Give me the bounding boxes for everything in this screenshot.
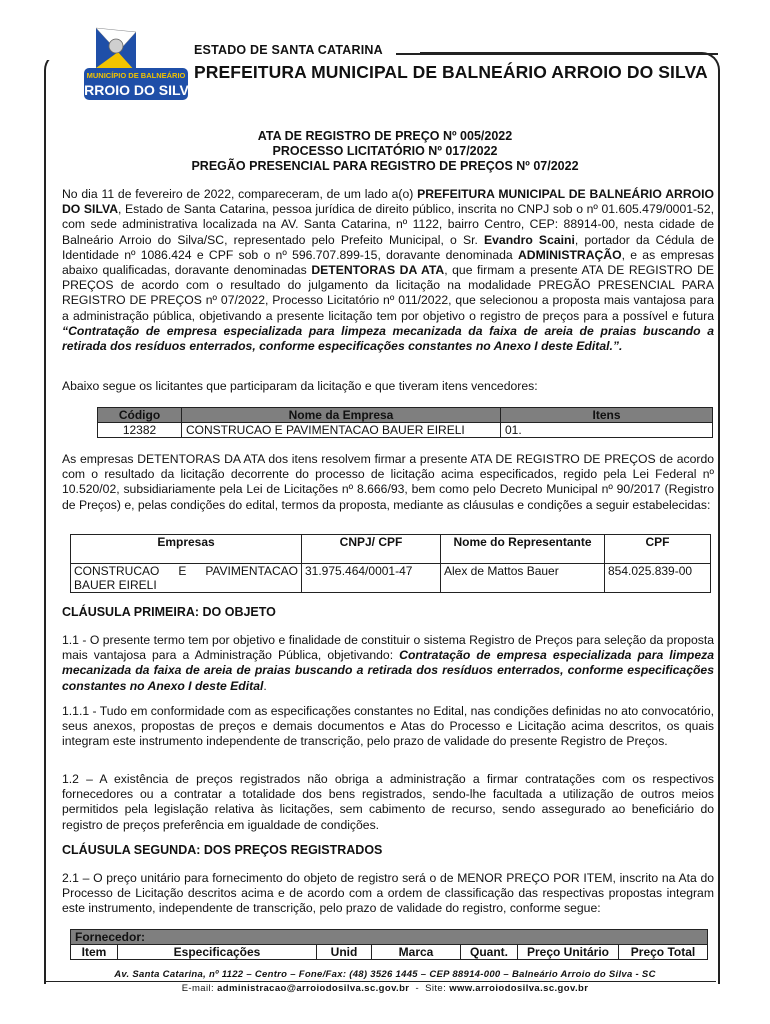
col-empresas: Empresas	[71, 535, 302, 564]
clausula-2-1: 2.1 – O preço unitário para fornecimento do objeto de registro será o de MENOR PREÇO POR ITEM, inscrito na Ata do Processo de Licitação descritos acima e de acordo com a ordem de classificação das respectivas propostas integram este instrumento, independente de transcrição, pelo prazo de validade do registro, conforme segue:	[62, 871, 714, 916]
intro-text-3: , portador da Cédula de Identidade nº 1086.424 e CPF sob o nº 596.707.899-15, doravante denominada	[62, 232, 714, 262]
col-unid: Unid	[317, 945, 372, 960]
intro-text-5: , que firmam a presente ATA DE REGISTRO DE PREÇOS de acordo com o resultado do julgamento da licitação na modalidade PREGÃO PRESENCIAL PARA REGISTRO DE PREÇOS nº 07/2022, Processo Licitatório nº 011/2022, que selecionou a proposta mais vantajosa para a administração pública, objetivando a presente licitação tem por objetivo o registro de preços para a possível e futura	[62, 263, 714, 323]
header-prefeitura: PREFEITURA MUNICIPAL DE BALNEÁRIO ARROIO DO SILVA	[194, 62, 708, 82]
fornecedor-row	[71, 930, 708, 945]
fornecedor-label: Fornecedor:	[71, 930, 708, 945]
clausula-primeira-title: CLÁUSULA PRIMEIRA: DO OBJETO	[62, 605, 276, 619]
intro-text-2: , Estado de Santa Catarina, pessoa jurídica de direito público, inscrita no CNPJ sob o nº 01.605.479/0001-52, com sede administrativa localizada na AV. Santa Catarina, nº 1122, bairro Centro, CEP: 88914-00, nesta cidade de Balneário Arroio do Silva/SC, representado pelo Prefeito Municipal, o Sr.	[62, 202, 714, 247]
cell-empresa: CONSTRUCAO E PAVIMENTACAO BAUER EIRELI	[71, 564, 302, 593]
intro-text-1: No dia 11 de fevereiro de 2022, compareceram, de um lado a(o)	[62, 187, 418, 201]
footer-separator: -	[409, 983, 426, 994]
intro-objeto: “Contratação de empresa especializada para limpeza mecanizada da faixa de areia de praias buscando a retirada dos resíduos enterrados, conforme especificações constantes no Anexo I deste Edital.”.	[62, 323, 714, 354]
title-processo: PROCESSO LICITATÓRIO Nº 017/2022	[272, 144, 498, 158]
col-item: Item	[71, 945, 118, 960]
title-pregao: PREGÃO PRESENCIAL PARA REGISTRO DE PREÇOS Nº 07/2022	[191, 159, 579, 173]
footer-site-label: Site:	[425, 983, 450, 994]
col-representante: Nome do Representante	[441, 535, 605, 564]
cell-representante: Alex de Mattos Bauer	[441, 564, 605, 593]
empresas-table	[70, 534, 711, 593]
clausula-1-1-text: 1.1 - O presente termo tem por objetivo e finalidade de constituir o sistema Registro de Preços para seleção da proposta mais vantajosa para a Administração Pública, objetivando:	[62, 633, 714, 663]
cell-cnpj: 31.975.464/0001-47	[302, 564, 441, 593]
col-quant: Quant.	[461, 945, 518, 960]
footer-site[interactable]: www.arroiodosilva.sc.gov.br	[449, 983, 589, 994]
table-row	[98, 423, 713, 438]
intro-paragraph	[62, 187, 714, 354]
intro-prefeitura: PREFEITURA MUNICIPAL DE BALNEÁRIO ARROIO DO SILVA	[62, 187, 714, 217]
logo-text-top: MUNICÍPIO DE BALNEÁRIO	[86, 71, 186, 80]
clausula-1-1-objeto: Contratação de empresa especializada para limpeza mecanizada da faixa de areia de praias buscando a retirada dos resíduos enterrados, conforme especificações constantes no Anexo I deste Edital	[62, 648, 714, 693]
cell-codigo: 12382	[98, 423, 182, 438]
header-rule	[396, 53, 718, 55]
col-cpf: CPF	[605, 535, 711, 564]
col-preco-unitario: Preço Unitário	[518, 945, 619, 960]
clausula-1-1-end: .	[263, 678, 267, 693]
intro-text-4: , e as empresas abaixo qualificadas, doravante denominadas	[62, 247, 714, 278]
header-state: ESTADO DE SANTA CATARINA	[194, 43, 383, 57]
footer-email-label: E-mail:	[181, 983, 218, 994]
clausula-1-2: 1.2 – A existência de preços registrados não obriga a administração a firmar contratações com os respectivos fornecedores ou a contratar a totalidade dos bens registrados, sendo-lhe facultada a utilização de outros meios permitidos pela legislação relativa às licitações, sem cabimento de recurso, sendo assegurado ao beneficiário do registro de preços preferência em igualdade de condições.	[62, 772, 714, 832]
col-especificacoes: Especificações	[118, 945, 317, 960]
clausula-1-1-1: 1.1.1 - Tudo em conformidade com as especificações constantes no Edital, nas condições definidas no ato convocatório, seus anexos, propostas de preços e demais documentos e Atas do Processo e Licitação acima descritos, os quais integram este instrumento independente de transcrição, pelo prazo de validade do presente Registro de Preços.	[62, 704, 714, 749]
detentoras-paragraph: As empresas DETENTORAS DA ATA dos itens resolvem firmar a presente ATA DE REGISTRO DE PREÇOS de acordo com o resultado da licitação decorrente do processo de licitação acima especificados, regido pela Lei Federal nº 10.520/02, subsidiariamente pela Lei de Licitações nº 8.666/93, bem como pelo Decreto Municipal nº 90/2017 (Registro de Preços) e, pelas condições do edital, termos da proposta, mediante as cláusulas e condições a seguir estabelecidas:	[62, 452, 714, 512]
intro-administracao: ADMINISTRAÇÃO	[517, 247, 622, 262]
col-empresa: Nome da Empresa	[182, 408, 501, 423]
table-header-row	[98, 408, 713, 423]
col-marca: Marca	[372, 945, 461, 960]
col-itens: Itens	[501, 408, 713, 423]
licitantes-intro: Abaixo segue os licitantes que participaram da licitação e que tiveram itens vencedores:	[62, 379, 538, 393]
col-preco-total: Preço Total	[619, 945, 708, 960]
footer-address: Av. Santa Catarina, nº 1122 – Centro – Fone/Fax: (48) 3526 1445 – CEP 88914-000 – Balneário Arroio do Silva - SC	[114, 969, 656, 980]
cell-empresa: CONSTRUCAO E PAVIMENTACAO BAUER EIRELI	[182, 423, 501, 438]
cell-itens: 01.	[501, 423, 713, 438]
cell-cpf: 854.025.839-00	[605, 564, 711, 593]
table-header-row	[71, 945, 708, 960]
licitantes-table	[97, 407, 713, 438]
clausula-1-1	[62, 633, 714, 694]
logo-text-bottom: ARROIO DO SILVA	[78, 82, 196, 98]
footer-contact	[0, 983, 770, 994]
title-ata: ATA DE REGISTRO DE PREÇO Nº 005/2022	[257, 129, 513, 143]
col-cnpj: CNPJ/ CPF	[302, 535, 441, 564]
table-row	[71, 564, 711, 593]
intro-detentoras: DETENTORAS DA ATA	[311, 263, 445, 278]
col-codigo: Código	[98, 408, 182, 423]
intro-prefeito: Evandro Scaini	[484, 232, 575, 247]
footer-rule	[44, 981, 716, 982]
table-header-row	[71, 535, 711, 564]
footer-email[interactable]: administracao@arroiodosilva.sc.gov.br	[217, 983, 410, 994]
precos-table	[70, 929, 708, 960]
clausula-segunda-title: CLÁUSULA SEGUNDA: DOS PREÇOS REGISTRADOS	[62, 843, 383, 857]
municipal-logo	[78, 22, 196, 104]
